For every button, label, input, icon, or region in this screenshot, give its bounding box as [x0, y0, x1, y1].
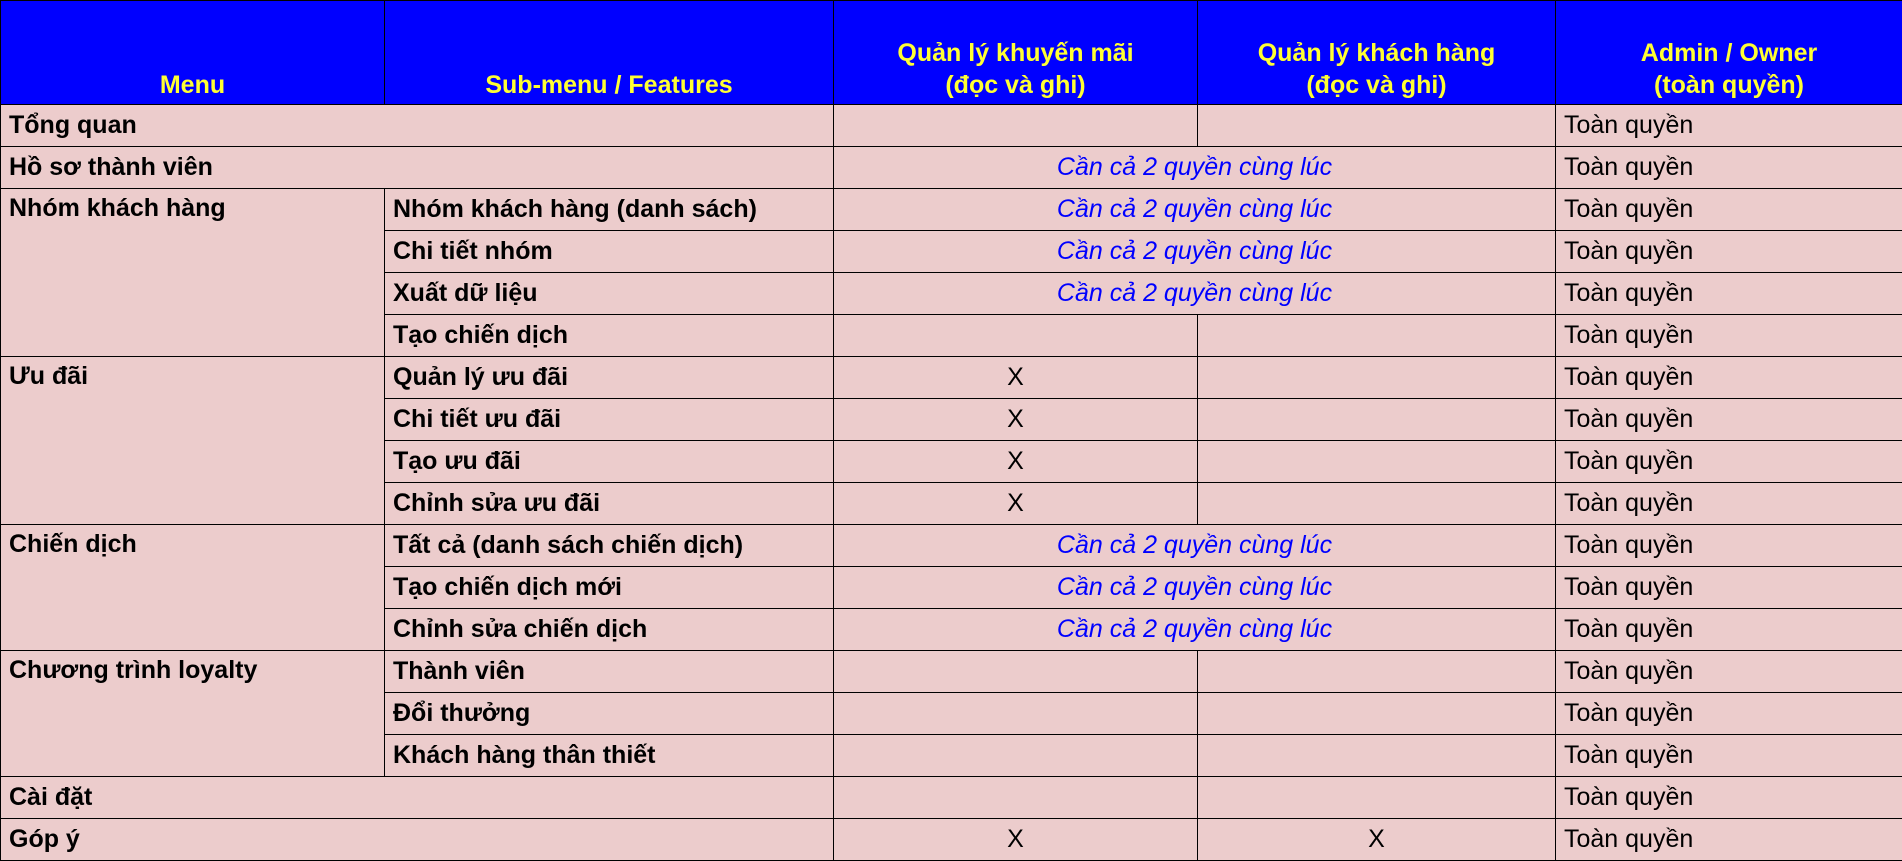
submenu-cell: Chỉnh sửa chiến dịch: [385, 609, 834, 651]
both-permissions-note: Cần cả 2 quyền cùng lúc: [834, 231, 1556, 273]
admin-cell: Toàn quyền: [1556, 147, 1902, 189]
admin-cell: Toàn quyền: [1556, 609, 1902, 651]
admin-cell: Toàn quyền: [1556, 525, 1902, 567]
menu-cell: Nhóm khách hàng: [1, 189, 385, 357]
admin-cell: Toàn quyền: [1556, 231, 1902, 273]
promo-cell-x-mark: X: [834, 441, 1198, 483]
menu-cell: Cài đặt: [1, 777, 834, 819]
header-admin-permission: [1556, 1, 1902, 105]
promo-cell-x-mark: X: [834, 819, 1198, 861]
admin-cell: Toàn quyền: [1556, 189, 1902, 231]
promo-cell-x-mark: X: [834, 483, 1198, 525]
menu-cell: Góp ý: [1, 819, 834, 861]
submenu-cell: Tạo ưu đãi: [385, 441, 834, 483]
promo-cell-x-mark: X: [834, 357, 1198, 399]
header-promo-line2: (đọc và ghi): [945, 71, 1085, 99]
table-row: [1, 651, 1902, 693]
both-permissions-note: Cần cả 2 quyền cùng lúc: [834, 609, 1556, 651]
promo-cell: [834, 651, 1198, 693]
header-cust-line1: Quản lý khách hàng: [1258, 39, 1496, 67]
admin-cell: Toàn quyền: [1556, 735, 1902, 777]
admin-cell: Toàn quyền: [1556, 567, 1902, 609]
admin-cell: Toàn quyền: [1556, 315, 1902, 357]
header-cust-line2: (đọc và ghi): [1306, 71, 1446, 99]
both-permissions-note: Cần cả 2 quyền cùng lúc: [834, 525, 1556, 567]
customer-cell: [1198, 315, 1556, 357]
header-sub-menu: [385, 1, 834, 105]
promo-cell: [834, 105, 1198, 147]
both-permissions-note: Cần cả 2 quyền cùng lúc: [834, 273, 1556, 315]
admin-cell: Toàn quyền: [1556, 777, 1902, 819]
table-row: [1, 147, 1902, 189]
customer-cell: [1198, 357, 1556, 399]
customer-cell: [1198, 651, 1556, 693]
header-row: [1, 1, 1902, 105]
customer-cell: [1198, 735, 1556, 777]
admin-cell: Toàn quyền: [1556, 273, 1902, 315]
both-permissions-note: Cần cả 2 quyền cùng lúc: [834, 189, 1556, 231]
menu-cell: Chiến dịch: [1, 525, 385, 651]
customer-cell: [1198, 693, 1556, 735]
submenu-cell: Chi tiết nhóm: [385, 231, 834, 273]
submenu-cell: Đổi thưởng: [385, 693, 834, 735]
header-promo-line1: Quản lý khuyến mãi: [897, 39, 1133, 67]
both-permissions-note: Cần cả 2 quyền cùng lúc: [834, 147, 1556, 189]
header-admin-line1: Admin / Owner: [1641, 39, 1817, 67]
admin-cell: Toàn quyền: [1556, 819, 1902, 861]
submenu-cell: Tạo chiến dịch mới: [385, 567, 834, 609]
admin-cell: Toàn quyền: [1556, 357, 1902, 399]
submenu-cell: Chỉnh sửa ưu đãi: [385, 483, 834, 525]
promo-cell: [834, 777, 1198, 819]
promo-cell: [834, 315, 1198, 357]
submenu-cell: Khách hàng thân thiết: [385, 735, 834, 777]
admin-cell: Toàn quyền: [1556, 483, 1902, 525]
both-permissions-note: Cần cả 2 quyền cùng lúc: [834, 567, 1556, 609]
header-menu: [1, 1, 385, 105]
header-admin-line2: (toàn quyền): [1654, 71, 1804, 99]
submenu-cell: Nhóm khách hàng (danh sách): [385, 189, 834, 231]
table-row: [1, 105, 1902, 147]
header-menu-label: Menu: [160, 71, 225, 99]
customer-cell: [1198, 105, 1556, 147]
customer-cell: [1198, 399, 1556, 441]
promo-cell-x-mark: X: [834, 399, 1198, 441]
header-customer-permission: [1198, 1, 1556, 105]
admin-cell: Toàn quyền: [1556, 651, 1902, 693]
admin-cell: Toàn quyền: [1556, 105, 1902, 147]
customer-cell-x-mark: X: [1198, 819, 1556, 861]
promo-cell: [834, 735, 1198, 777]
customer-cell: [1198, 777, 1556, 819]
menu-cell: Ưu đãi: [1, 357, 385, 525]
menu-cell: Hồ sơ thành viên: [1, 147, 834, 189]
menu-cell: Chương trình loyalty: [1, 651, 385, 777]
promo-cell: [834, 693, 1198, 735]
submenu-cell: Tạo chiến dịch: [385, 315, 834, 357]
table-row: [1, 777, 1902, 819]
table-row: [1, 525, 1902, 567]
submenu-cell: Tất cả (danh sách chiến dịch): [385, 525, 834, 567]
header-sub-label: Sub-menu / Features: [485, 71, 732, 99]
admin-cell: Toàn quyền: [1556, 441, 1902, 483]
submenu-cell: Thành viên: [385, 651, 834, 693]
table-row: [1, 819, 1902, 861]
submenu-cell: Xuất dữ liệu: [385, 273, 834, 315]
customer-cell: [1198, 441, 1556, 483]
table-row: [1, 189, 1902, 231]
admin-cell: Toàn quyền: [1556, 693, 1902, 735]
submenu-cell: Quản lý ưu đãi: [385, 357, 834, 399]
table-row: [1, 357, 1902, 399]
submenu-cell: Chi tiết ưu đãi: [385, 399, 834, 441]
customer-cell: [1198, 483, 1556, 525]
admin-cell: Toàn quyền: [1556, 399, 1902, 441]
menu-cell: Tổng quan: [1, 105, 834, 147]
header-promo-permission: [834, 1, 1198, 105]
